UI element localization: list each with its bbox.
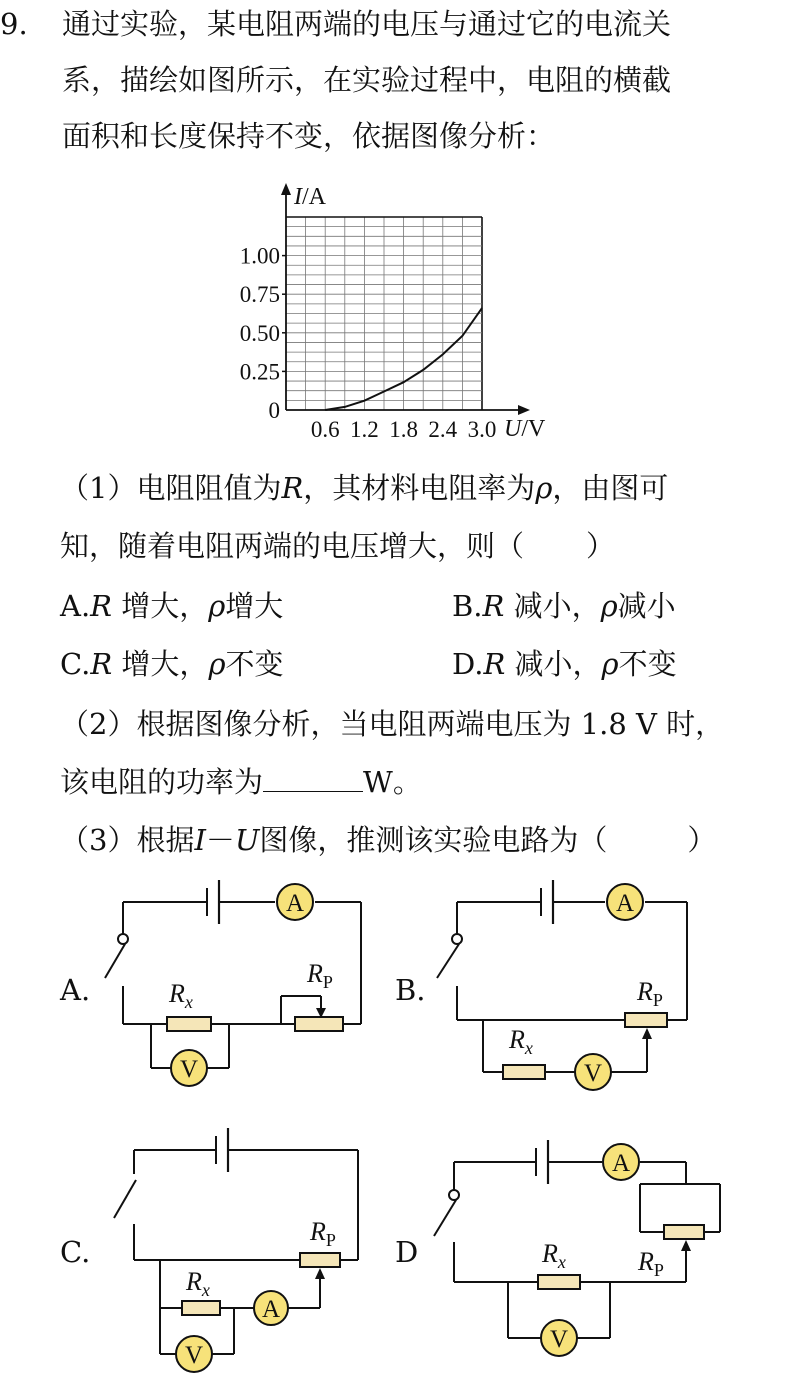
- circuit-label-C[interactable]: C.: [60, 1235, 91, 1269]
- x-tick-label: 2.4: [428, 417, 458, 442]
- part2-line-1: （2）根据图像分析，当电阻两端电压为 1.8 V 时，: [60, 707, 725, 741]
- option-var: ρ: [600, 589, 618, 623]
- circuit-label-B[interactable]: B.: [395, 973, 426, 1007]
- x-tick-label: 0.6: [310, 417, 340, 442]
- part3-line: [60, 822, 716, 858]
- voltmeter-label: V: [549, 1326, 569, 1353]
- rp-label: $R_P$: [637, 977, 663, 1010]
- y-tick-label: 1.00: [239, 243, 280, 269]
- y-tick-label: 0: [268, 398, 280, 423]
- option-var: ρ: [601, 647, 619, 681]
- option-text: 不变: [225, 647, 284, 681]
- option-label: D.: [452, 647, 484, 681]
- y-tick-label: 0.50: [239, 320, 280, 346]
- ammeter-label: A: [611, 1150, 631, 1177]
- option-var: R: [90, 589, 113, 623]
- option-label: C.: [60, 647, 91, 681]
- option-text: 减小，: [504, 589, 601, 623]
- option-label: A.: [60, 589, 91, 623]
- answer-blank[interactable]: [263, 765, 363, 792]
- rx-label: $R_x$: [169, 979, 193, 1012]
- question-stem-line-1: 通过实验，某电阻两端的电压与通过它的电流关: [62, 7, 672, 41]
- question-stem-line-2: 系，描绘如图所示，在实验过程中，电阻的横截: [62, 63, 672, 97]
- voltmeter-label: V: [583, 1060, 603, 1087]
- option-text: 增大，: [112, 647, 209, 681]
- part1-text-line2: 知，随着电阻两端的电压增大，则（: [60, 529, 525, 563]
- rp-label: $R_P$: [310, 1217, 336, 1250]
- part3-paren-end: ）: [687, 823, 717, 857]
- var-R: R: [281, 471, 304, 505]
- voltmeter-label: V: [184, 1342, 204, 1369]
- rx-label: $R_x$: [509, 1025, 533, 1058]
- option-var: R: [482, 589, 505, 623]
- part1-paren-end: ）: [586, 529, 616, 563]
- circuit-D[interactable]: [420, 1138, 730, 1370]
- circuit-B[interactable]: [425, 878, 715, 1093]
- option-C[interactable]: [60, 646, 284, 682]
- part1-text-a: （1）电阻阻值为: [60, 471, 282, 505]
- rx-label: $R_x$: [186, 1267, 210, 1300]
- circuit-label-A[interactable]: A.: [60, 973, 91, 1007]
- part2-text-a: 该电阻的功率为: [60, 765, 264, 799]
- y-tick-labels: [240, 244, 286, 423]
- y-tick-label: 0.75: [239, 282, 280, 308]
- part1-text-c: ，由图可: [552, 471, 669, 505]
- option-B[interactable]: [452, 588, 676, 624]
- option-var: R: [90, 647, 113, 681]
- x-axis-arrow: [518, 405, 530, 415]
- part2-line-2: [60, 764, 422, 800]
- part1-line-2: [60, 528, 615, 564]
- part3-text-b: 图像，推测该实验电路为（: [259, 823, 608, 857]
- y-tick-label: 0.25: [239, 359, 280, 385]
- part3-text-a: （3）根据: [60, 823, 195, 857]
- rp-label: $R_P$: [638, 1247, 664, 1280]
- option-text: 减小，: [505, 647, 602, 681]
- part2-text-b: W。: [363, 765, 422, 799]
- option-text: 增大，: [112, 589, 209, 623]
- option-text: 减小: [617, 589, 676, 623]
- option-A[interactable]: [60, 588, 283, 624]
- dash: －: [205, 823, 235, 857]
- rp-label: $R_P$: [307, 959, 333, 992]
- circuit-A[interactable]: [95, 878, 385, 1093]
- y-axis-arrow: [281, 183, 291, 195]
- part1-text-b: ，其材料电阻率为: [303, 471, 536, 505]
- var-I: I: [194, 823, 206, 857]
- option-text: 不变: [618, 647, 677, 681]
- circuit-label-D[interactable]: D: [395, 1235, 419, 1269]
- ammeter-label: A: [261, 1296, 281, 1323]
- option-D[interactable]: [452, 646, 677, 682]
- x-tick-label: 1.8: [389, 417, 418, 442]
- graph-grid: [286, 217, 482, 410]
- x-tick-label: 1.2: [350, 417, 379, 442]
- question-stem-line-3: 面积和长度保持不变，依据图像分析：: [62, 119, 556, 153]
- iu-graph: [220, 180, 560, 445]
- circuit-C[interactable]: [100, 1128, 380, 1380]
- x-axis-label: U/V: [504, 416, 546, 442]
- ammeter-label: A: [285, 890, 305, 917]
- var-U: U: [234, 823, 260, 857]
- option-var: R: [483, 647, 506, 681]
- option-var: ρ: [208, 647, 226, 681]
- part1-line-1: [60, 470, 668, 506]
- option-label: B.: [452, 589, 483, 623]
- ammeter-label: A: [615, 890, 635, 917]
- x-tick-labels: [311, 417, 497, 442]
- rx-label: $R_x$: [542, 1239, 566, 1272]
- var-rho: ρ: [535, 471, 553, 505]
- question-number: 9.: [0, 7, 28, 41]
- option-var: ρ: [208, 589, 226, 623]
- y-axis-label: I/A: [294, 184, 326, 210]
- voltmeter-label: V: [179, 1056, 199, 1083]
- option-text: 增大: [225, 589, 284, 623]
- x-tick-label: 3.0: [467, 417, 497, 442]
